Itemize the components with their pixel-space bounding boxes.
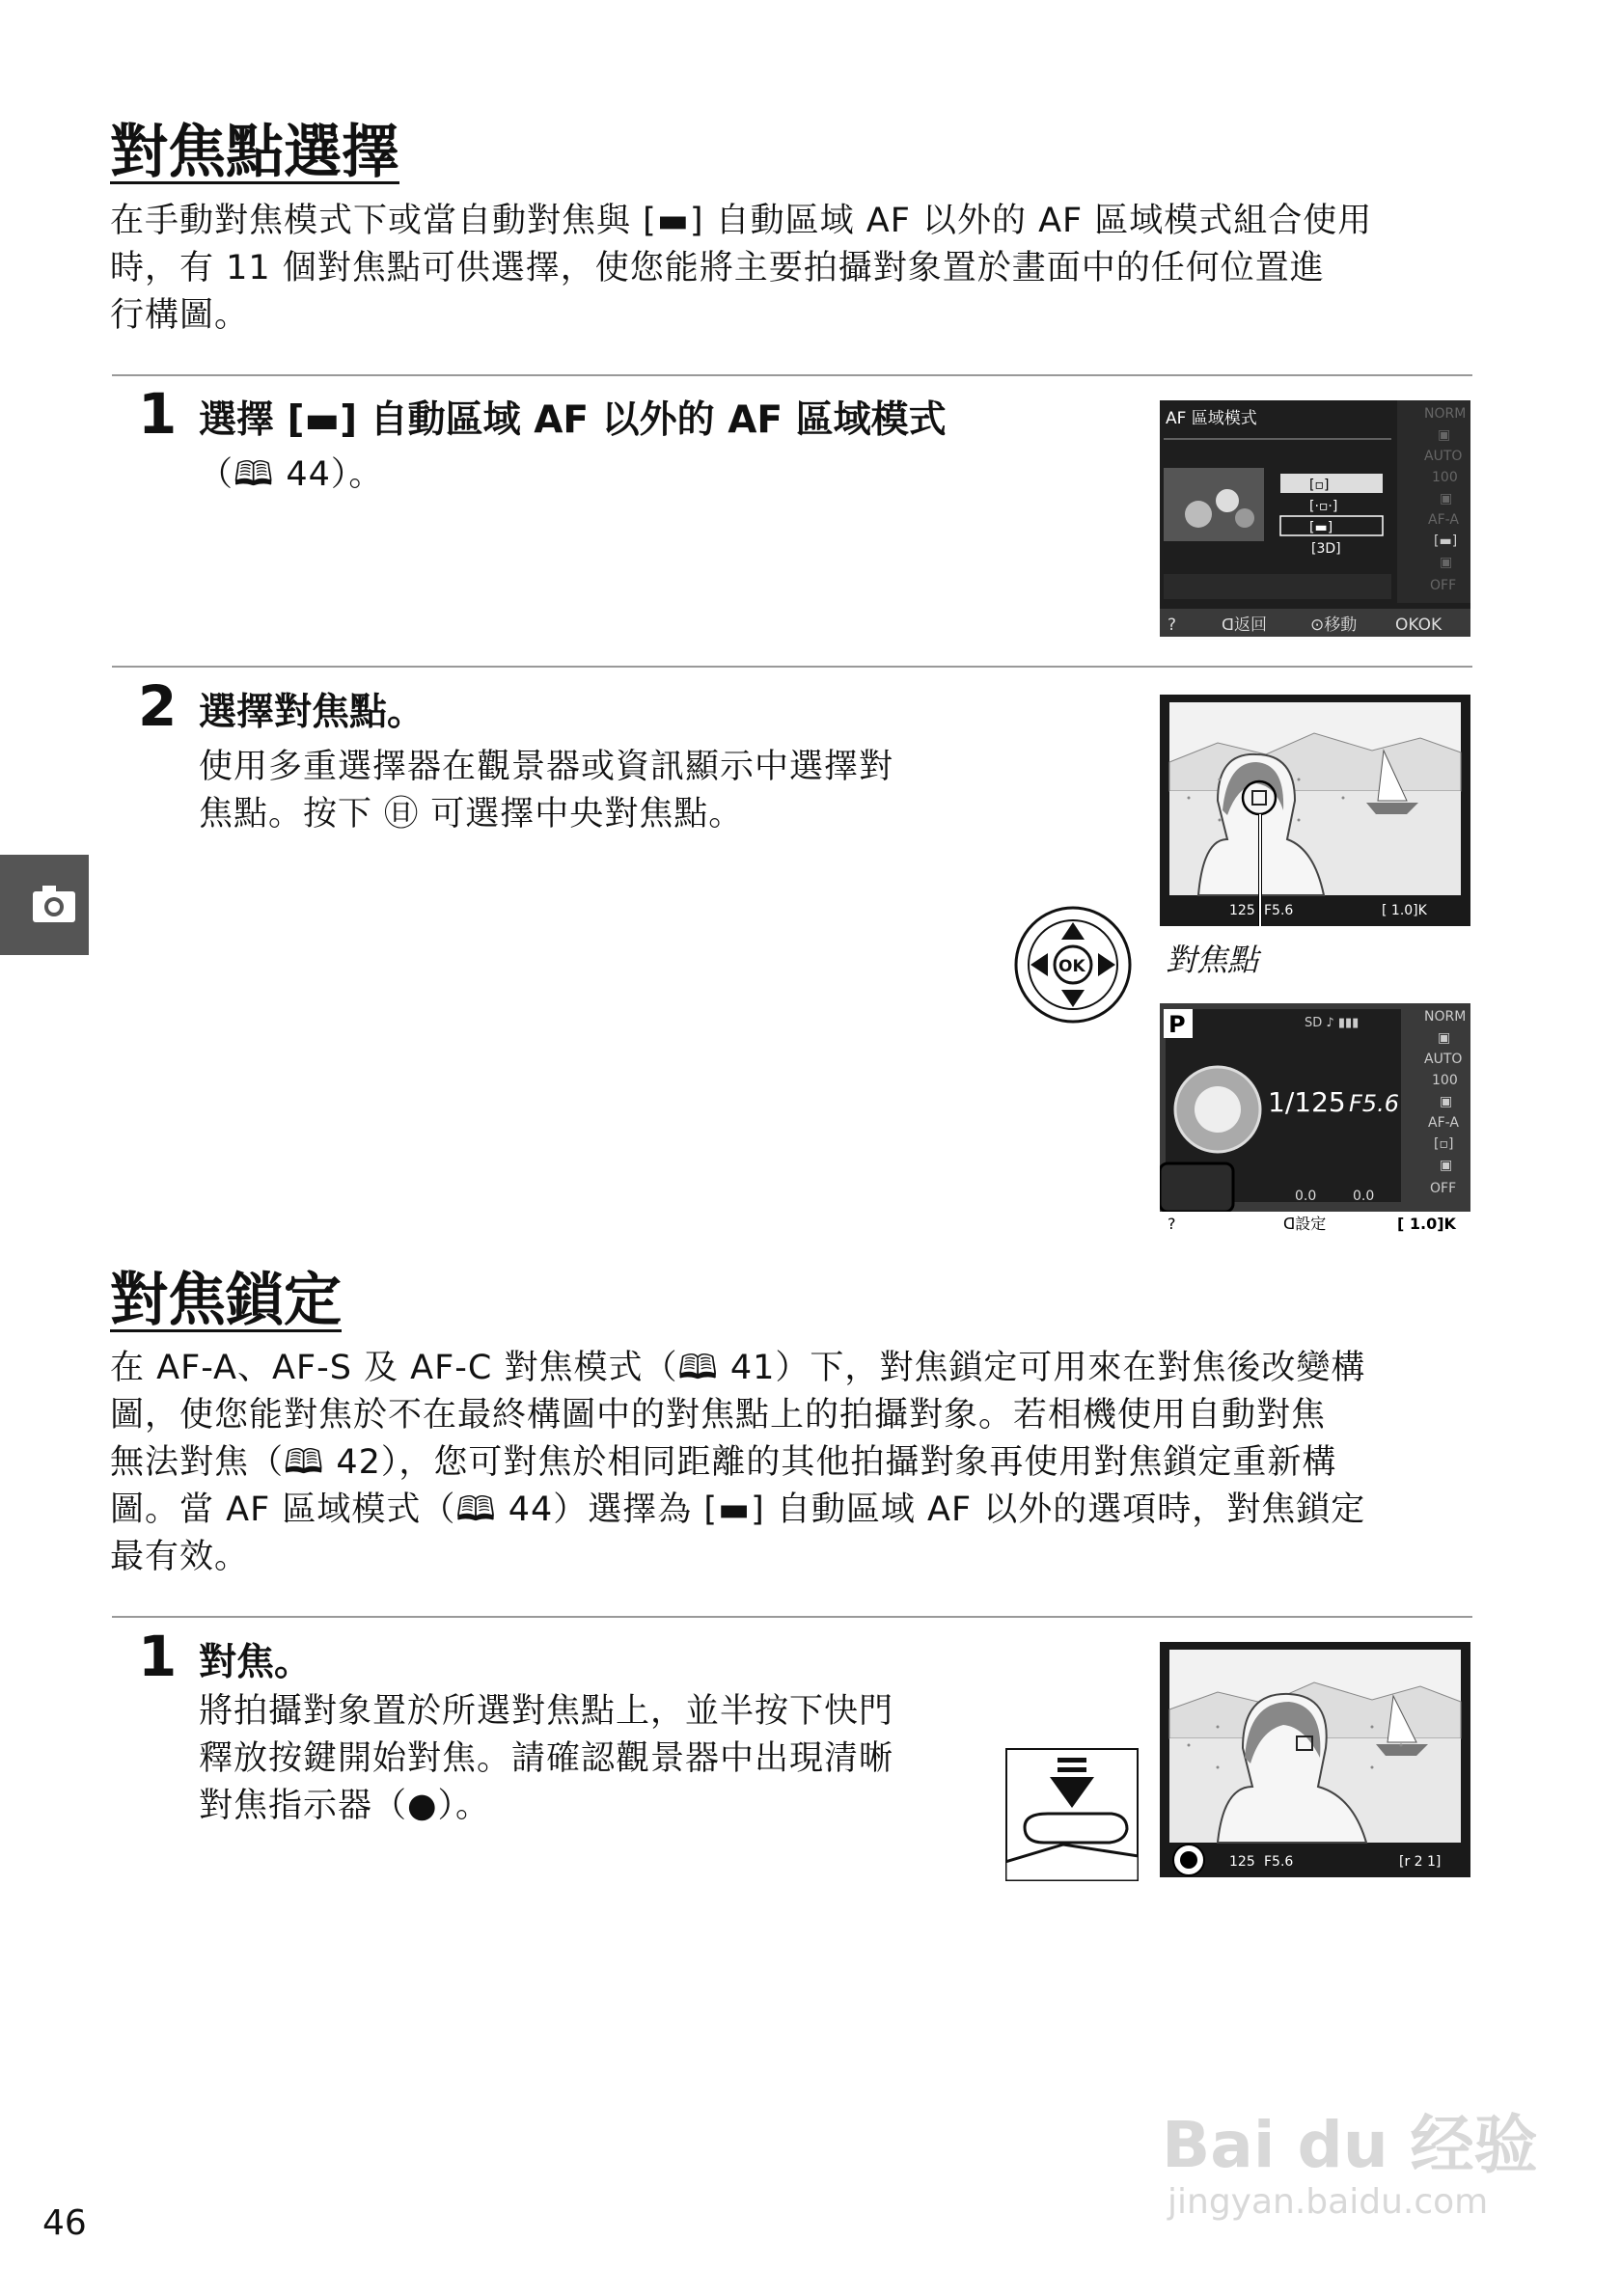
aperture: F5.6 — [1349, 1090, 1399, 1117]
info-value: ▣ — [1438, 1030, 1451, 1046]
af-option: [·▫·] — [1309, 499, 1338, 514]
info-value: AF-A — [1428, 512, 1459, 528]
multi-selector-graphic — [1013, 905, 1133, 1025]
multi-selector — [1013, 905, 1133, 1025]
viewfinder-illustration — [1160, 695, 1470, 926]
flash-comp: 0.0 — [1353, 1189, 1375, 1204]
step-title: 選擇對焦點。 — [199, 691, 426, 734]
intro-line: 最有效。 — [110, 1538, 250, 1576]
svg-text:OK: OK — [1058, 957, 1085, 976]
step-body-line: 將拍攝對象置於所選對焦點上，並半按下快門 — [199, 1692, 894, 1731]
info-value: AUTO — [1424, 1052, 1463, 1067]
vf-aperture: F5.6 — [1264, 903, 1294, 918]
info-value: ▣ — [1440, 491, 1453, 506]
section-title-focus-point: 對焦點選擇 — [110, 119, 399, 186]
exp-comp: 0.0 — [1295, 1189, 1317, 1204]
info-value: [▫] — [1434, 1136, 1454, 1152]
setting-label: ᗡ設定 — [1283, 1215, 1327, 1233]
shutter-button-graphic — [1005, 1748, 1139, 1881]
section-intro — [110, 198, 1480, 340]
info-value: ▣ — [1438, 427, 1451, 443]
vf-aperture: F5.6 — [1264, 1854, 1294, 1870]
intro-line: 行構圖。 — [110, 296, 250, 335]
af-menu-graphic — [1160, 400, 1470, 637]
af-option: [3D] — [1311, 541, 1341, 557]
camera-icon — [0, 855, 89, 955]
af-option: [▫] — [1309, 478, 1330, 493]
shutter-speed: 1/125 — [1268, 1086, 1346, 1118]
help-glyph: ? — [1168, 1215, 1176, 1233]
viewfinder-graphic — [1160, 695, 1470, 926]
viewfinder-graphic — [1160, 1642, 1470, 1877]
step-body-line: 對焦指示器（●）。 — [199, 1787, 491, 1825]
info-value: ▣ — [1440, 555, 1453, 570]
section-intro — [110, 1345, 1480, 1581]
info-value: [▬] — [1434, 533, 1458, 549]
step-body — [199, 744, 893, 838]
move-label: ⊙移動 — [1310, 615, 1358, 635]
vf-shutter: 125 — [1229, 1854, 1255, 1870]
intro-line: 圖，使您能對焦於不在最終構圖中的對焦點上的拍攝對象。若相機使用自動對焦 — [110, 1396, 1327, 1435]
ok-label: OKOK — [1395, 615, 1442, 635]
step-number: 1 — [138, 381, 178, 447]
info-value: ▣ — [1440, 1094, 1453, 1109]
info-value: OFF — [1430, 1181, 1457, 1196]
info-display-graphic — [1160, 1003, 1470, 1235]
divider — [112, 374, 1472, 376]
vf-shutter: 125 — [1229, 903, 1255, 918]
focus-indicator-icon — [1180, 1851, 1197, 1869]
af-option: [▬] — [1309, 520, 1333, 535]
intro-line: 時，有 11 個對焦點可供選擇，使您能將主要拍攝對象置於畫面中的任何位置進 — [110, 249, 1325, 287]
page-number: 46 — [42, 2203, 87, 2243]
watermark-url: jingyan.baidu.com — [1168, 2182, 1489, 2222]
step-body-line: 使用多重選擇器在觀景器或資訊顯示中選擇對 — [199, 748, 894, 786]
divider — [112, 1616, 1472, 1618]
info-value: 100 — [1432, 1073, 1458, 1088]
intro-line: 圖。當 AF 區域模式（🕮 44）選擇為 [▬] 自動區域 AF 以外的選項時，對焦鎖定 — [110, 1490, 1366, 1529]
help-glyph: ? — [1168, 615, 1177, 635]
step-body-line: 焦點。按下 ㊐ 可選擇中央對焦點。 — [199, 795, 744, 834]
af-menu-title: AF 區域模式 — [1166, 409, 1257, 428]
info-value: AF-A — [1428, 1115, 1459, 1131]
exposure-mode: P — [1168, 1011, 1186, 1038]
shutter-half-press-illustration — [1005, 1748, 1139, 1881]
step-number: 1 — [138, 1624, 178, 1689]
focus-point-label: 對焦點 — [1166, 942, 1259, 978]
vf-frames: [ 1.0]K — [1382, 903, 1427, 918]
step-body: （🕮 44）。 — [199, 455, 384, 494]
divider — [112, 666, 1472, 668]
info-value: 100 — [1432, 470, 1458, 485]
frames-remaining: [ 1.0]K — [1397, 1215, 1456, 1233]
af-area-mode-menu-screen — [1160, 400, 1470, 637]
back-label: ᗡ返回 — [1222, 615, 1268, 635]
intro-line: 在手動對焦模式下或當自動對焦與 [▬] 自動區域 AF 以外的 AF 區域模式組合使用 — [110, 202, 1373, 240]
vf-readout: [r 2 1] — [1399, 1854, 1442, 1870]
watermark-brand: Bai du 经验 — [1162, 2108, 1538, 2182]
info-value: ▣ — [1440, 1158, 1453, 1173]
step-title: 對焦。 — [199, 1641, 313, 1684]
info-value: AUTO — [1424, 449, 1463, 464]
info-value: OFF — [1430, 578, 1457, 593]
step-title: 選擇 [▬] 自動區域 AF 以外的 AF 區域模式 — [199, 398, 947, 442]
status-icons: SD ♪ ▮▮▮ — [1305, 1016, 1360, 1030]
info-value: NORM — [1424, 406, 1467, 422]
step-body-line: 釋放按鍵開始對焦。請確認觀景器中出現清晰 — [199, 1739, 894, 1778]
step-body — [199, 1688, 893, 1830]
intro-line: 在 AF-A、AF-S 及 AF-C 對焦模式（🕮 41）下，對焦鎖定可用來在對焦後改變構 — [110, 1349, 1366, 1387]
intro-line: 無法對焦（🕮 42），您可對焦於相同距離的其他拍攝對象再使用對焦鎖定重新構 — [110, 1443, 1337, 1482]
info-value: NORM — [1424, 1009, 1467, 1025]
section-title-focus-lock: 對焦鎖定 — [110, 1267, 342, 1334]
step-number: 2 — [138, 673, 178, 739]
chapter-tab — [0, 855, 89, 955]
info-display-screen — [1160, 1003, 1470, 1235]
viewfinder-illustration — [1160, 1642, 1470, 1877]
